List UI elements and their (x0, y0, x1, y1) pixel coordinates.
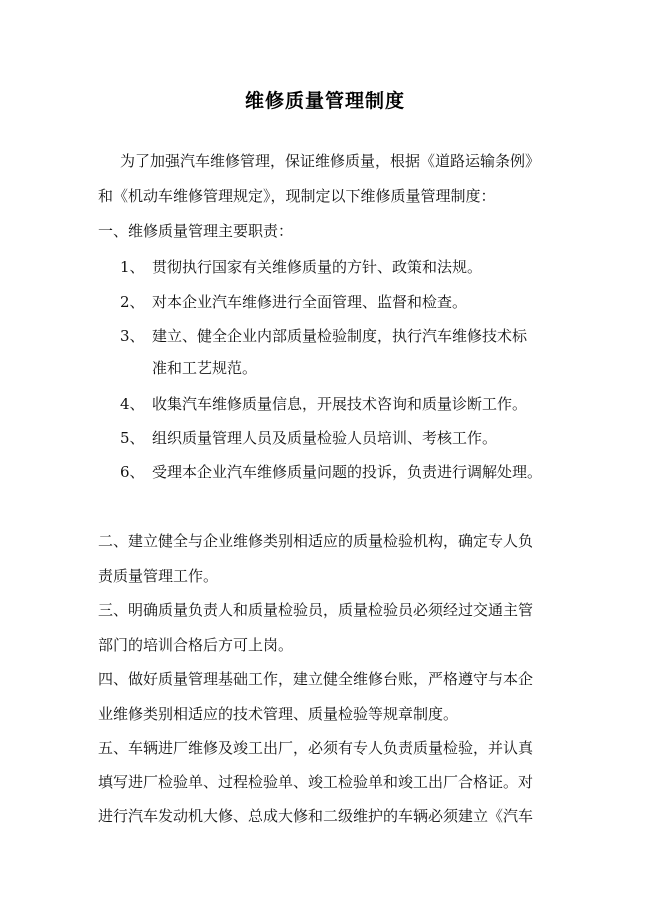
list-item-text: 受理本企业汽车维修质量问题的投诉，负责进行调解处理。 (152, 463, 543, 481)
list-item (120, 462, 542, 482)
section3-line-1: 三、明确质量负责人和质量检验员，质量检验员必须经过交通主管 (98, 601, 534, 619)
section4-line-2: 业维修类别相适应的技术管理、质量检验等规章制度。 (98, 705, 459, 723)
list-item-text: 对本企业汽车维修进行全面管理、监督和检查。 (152, 293, 468, 311)
list-item-continuation: 准和工艺规范。 (152, 359, 258, 377)
list-item-number: 1、 (120, 258, 145, 276)
document-title: 维修质量管理制度 (244, 90, 405, 112)
list-item-text: 组织质量管理人员及质量检验人员培训、考核工作。 (152, 429, 498, 447)
list-item-text: 建立、健全企业内部质量检验制度，执行汽车维修技术标 (152, 327, 528, 345)
section2-line-2: 责质量管理工作。 (98, 567, 219, 585)
section5-line-1: 五、车辆进厂维修及竣工出厂，必须有专人负责质量检验，并认真 (98, 739, 534, 757)
list-item (120, 326, 527, 346)
list-item (120, 428, 497, 448)
list-item-text: 贯彻执行国家有关维修质量的方针、政策和法规。 (152, 258, 483, 276)
list-item-number: 5、 (120, 429, 145, 447)
list-item (120, 292, 467, 312)
list-item (120, 257, 482, 277)
intro-line-2: 和《机动车维修管理规定》，现制定以下维修质量管理制度： (98, 187, 496, 205)
section3-line-2: 部门的培训合格后方可上岗。 (98, 636, 294, 654)
list-item-number: 3、 (120, 327, 145, 345)
section4-line-1: 四、做好质量管理基础工作，建立健全维修台账，严格遵守与本企 (98, 670, 534, 688)
list-item-number: 4、 (120, 395, 145, 413)
list-item (120, 394, 527, 414)
list-item-number: 6、 (120, 463, 145, 481)
section1-heading: 一、维修质量管理主要职责： (98, 222, 294, 240)
intro-line-1: 为了加强汽车维修管理，保证维修质量，根据《道路运输条例》 (120, 152, 541, 170)
section2-line-1: 二、建立健全与企业维修类别相适应的质量检验机构，确定专人负 (98, 532, 534, 550)
section5-line-2: 填写进厂检验单、过程检验单、竣工检验单和竣工出厂合格证。对 (98, 773, 534, 791)
list-item-text: 收集汽车维修质量信息，开展技术咨询和质量诊断工作。 (152, 395, 528, 413)
list-item-number: 2、 (120, 293, 145, 311)
section5-line-3: 进行汽车发动机大修、总成大修和二级维护的车辆必须建立《汽车 (98, 807, 534, 825)
